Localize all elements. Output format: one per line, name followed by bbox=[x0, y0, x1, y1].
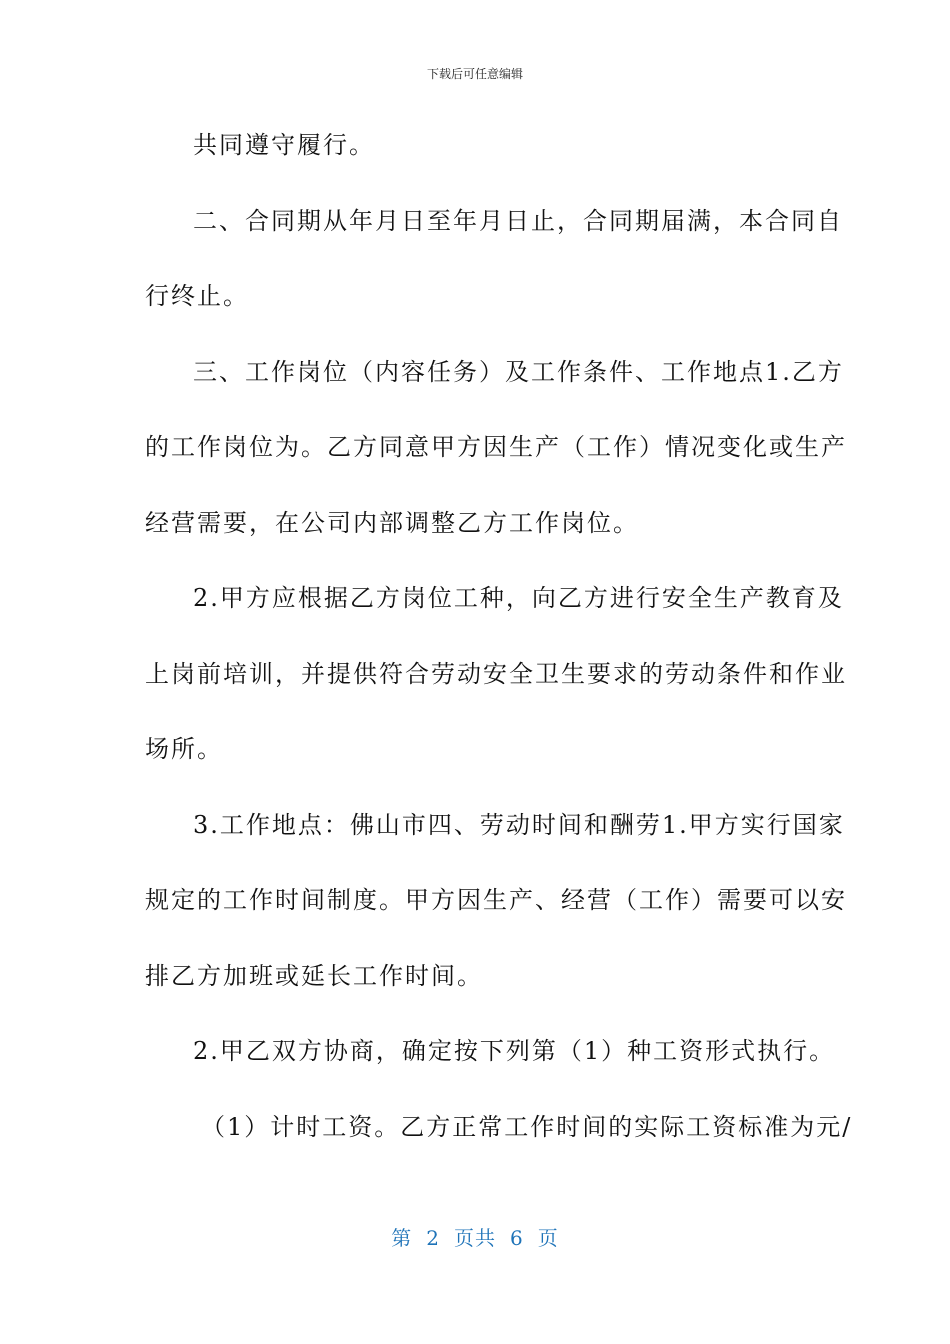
footer-suffix: 页 bbox=[537, 1226, 559, 1250]
paragraph-line: 经营需要，在公司内部调整乙方工作岗位。 bbox=[145, 508, 639, 537]
paragraph-line: 规定的工作时间制度。甲方因生产、经营（工作）需要可以安 bbox=[145, 886, 847, 914]
paragraph-line: （1）计时工资。乙方正常工作时间的实际工资标准为元/ bbox=[201, 1112, 853, 1141]
paragraph-line: 共同遵守履行。 bbox=[193, 131, 375, 159]
paragraph-line: 3.工作地点：佛山市四、劳动时间和酬劳1.甲方实行国家 bbox=[193, 810, 845, 839]
page-header-note: 下载后可任意编辑 bbox=[426, 67, 523, 81]
paragraph-line: 场所。 bbox=[145, 735, 223, 763]
paragraph-line: 的工作岗位为。乙方同意甲方因生产（工作）情况变化或生产 bbox=[145, 433, 847, 461]
footer-prefix: 第 bbox=[391, 1226, 413, 1250]
paragraph-line: 行终止。 bbox=[145, 282, 249, 310]
paragraph-line: 2.甲方应根据乙方岗位工种，向乙方进行安全生产教育及 bbox=[193, 584, 844, 612]
footer-middle: 页共 bbox=[454, 1226, 496, 1250]
paragraph-line: 二、合同期从年月日至年月日止，合同期届满，本合同自 bbox=[193, 206, 843, 235]
paragraph-line: 排乙方加班或延长工作时间。 bbox=[145, 961, 483, 990]
footer-current-page: 2 bbox=[426, 1226, 440, 1250]
paragraph-line: 2.甲乙双方协商，确定按下列第（1）种工资形式执行。 bbox=[193, 1037, 836, 1065]
document-body bbox=[145, 108, 853, 1165]
paragraph-line: 上岗前培训，并提供符合劳动安全卫生要求的劳动条件和作业 bbox=[145, 659, 847, 688]
paragraph-line: 三、工作岗位（内容任务）及工作条件、工作地点1.乙方 bbox=[193, 357, 844, 386]
footer-total-pages: 6 bbox=[510, 1226, 524, 1250]
page-number-footer bbox=[0, 1224, 950, 1252]
